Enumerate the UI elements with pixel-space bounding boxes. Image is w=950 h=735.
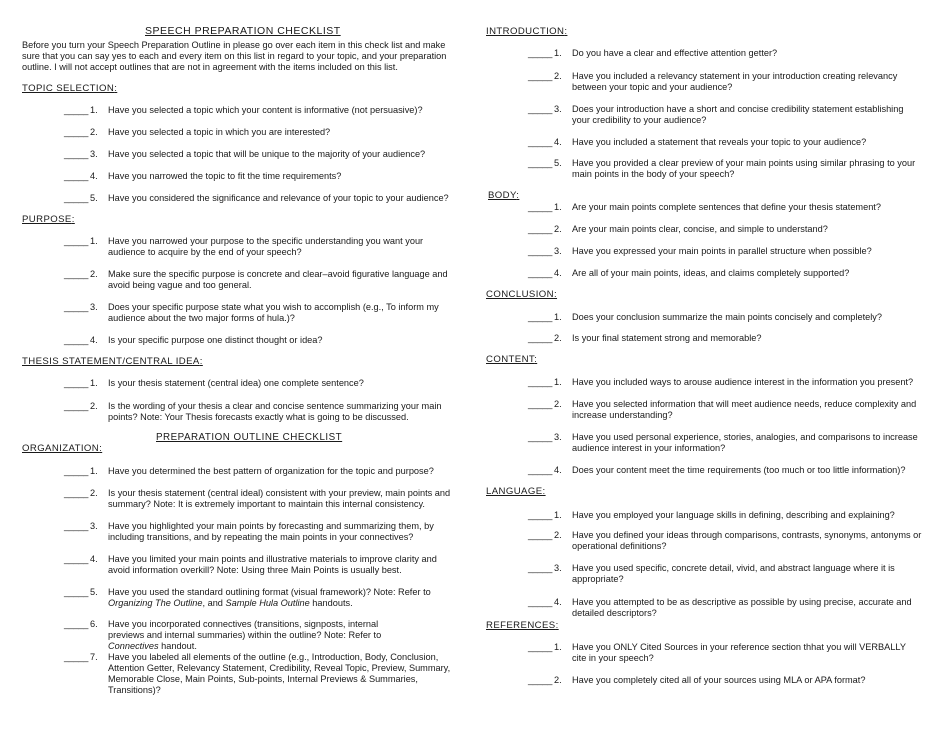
item-number: 3. (90, 521, 98, 531)
section-heading-organization: ORGANIZATION: (22, 443, 103, 454)
item-number: 2. (554, 333, 562, 343)
section-heading-conclusion: CONCLUSION: (486, 289, 558, 300)
item-number: 3. (554, 104, 562, 114)
item-text (108, 587, 444, 609)
item-text: Have you used personal experience, stories, analogies, and comparisons to increase audience interest in your information? (572, 432, 918, 453)
item-text: Have you employed your language skills in defining, describing and explaining? (572, 510, 895, 520)
checkbox-blank[interactable]: _____ (64, 149, 89, 159)
item-number: 1. (554, 642, 562, 652)
item-text: Have you determined the best pattern of organization for the topic and purpose? (108, 466, 434, 476)
item-text: Are your main points complete sentences that define your thesis statement? (572, 202, 881, 212)
item-text: Have you highlighted your main points by forecasting and summarizing them, by including transitions, and by repeating the main points in your connectives? (108, 521, 434, 542)
checkbox-blank[interactable]: _____ (64, 466, 89, 476)
section-heading-text: BODY (488, 190, 517, 201)
checkbox-blank[interactable]: _____ (528, 675, 553, 685)
item-text: Have you defined your ideas through comparisons, contrasts, synonyms, antonyms or operational definitions? (572, 530, 922, 551)
outline-checklist-title: PREPARATION OUTLINE CHECKLIST (156, 432, 343, 443)
checkbox-blank[interactable]: _____ (64, 521, 89, 531)
item-number: 1. (90, 466, 98, 476)
checkbox-blank[interactable]: _____ (528, 333, 553, 343)
item-number: 1. (554, 48, 562, 58)
checkbox-blank[interactable]: _____ (528, 530, 553, 540)
checkbox-blank[interactable]: _____ (64, 652, 89, 662)
item-text: Have you completely cited all of your sources using MLA or APA format? (572, 675, 866, 685)
checkbox-blank[interactable]: _____ (528, 246, 553, 256)
item-text: Have you included a relevancy statement in your introduction creating relevancy between your topic and your audience? (572, 71, 898, 92)
item-text: Have you provided a clear preview of your main points using similar phrasing to your main points in the body of your speech? (572, 158, 916, 179)
item-number: 4. (90, 554, 98, 564)
item-text: Have you labeled all elements of the outline (e.g., Introduction, Body, Conclusion, Attention Getter, Relevancy Statement, Credibility, Reveal Topic, Preview, Summary, Memorable Close, Main Points, Sub-points, Internal Previews & Summaries, Transitions)? (108, 652, 451, 695)
item-number: 2. (554, 224, 562, 234)
checkbox-blank[interactable]: _____ (64, 587, 89, 597)
checkbox-blank[interactable]: _____ (528, 202, 553, 212)
checkbox-blank[interactable]: _____ (528, 312, 553, 322)
item-number: 5. (554, 158, 562, 168)
checkbox-blank[interactable]: _____ (528, 224, 553, 234)
section-heading-text: CONTENT (486, 354, 535, 365)
item-text: Is your thesis statement (central ideal) consistent with your preview, main points and summary? Note: It is extremely important to maintain this internal consistency. (108, 488, 451, 509)
item-number: 2. (554, 71, 562, 81)
section-heading-language: LANGUAGE: (486, 486, 546, 497)
item-number: 3. (90, 302, 98, 312)
item-number: 5. (90, 587, 98, 597)
section-heading-text: LANGUAGE (486, 486, 543, 497)
section-heading-text: TOPIC SELECTION (22, 83, 115, 94)
checkbox-blank[interactable]: _____ (64, 269, 89, 279)
item-text: Have you used specific, concrete detail, vivid, and abstract language where it is appropriate? (572, 563, 895, 584)
item-number: 3. (554, 246, 562, 256)
item-text: Have you selected a topic that will be unique to the majority of your audience? (108, 149, 426, 159)
item-number: 3. (554, 432, 562, 442)
checkbox-blank[interactable]: _____ (528, 399, 553, 409)
item-text: Are your main points clear, concise, and simple to understand? (572, 224, 828, 234)
section-heading-text: ORGANIZATION (22, 443, 100, 454)
item-text: Have you included ways to arouse audience interest in the information you present? (572, 377, 914, 387)
item-text: Is your specific purpose one distinct thought or idea? (108, 335, 323, 345)
checkbox-blank[interactable]: _____ (64, 193, 89, 203)
item-text: Have you narrowed your purpose to the specific understanding you want your audience to acquire by the end of your speech? (108, 236, 424, 257)
checkbox-blank[interactable]: _____ (64, 488, 89, 498)
item-number: 1. (554, 510, 562, 520)
item-text: Does your specific purpose state what you wish to accomplish (e.g., To inform my audience about the two major forms of hula.)? (108, 302, 439, 323)
section-heading-purpose: PURPOSE: (22, 214, 75, 225)
handout-title: Sample Hula Outline (225, 598, 310, 608)
item-number: 3. (90, 149, 98, 159)
section-heading-introduction: INTRODUCTION: (486, 26, 568, 37)
item-text: Are all of your main points, ideas, and claims completely supported? (572, 268, 850, 278)
item-number: 2. (90, 488, 98, 498)
item-text: Have you considered the significance and relevance of your topic to your audience? (108, 193, 449, 203)
checkbox-blank[interactable]: _____ (64, 378, 89, 388)
intro-paragraph: Before you turn your Speech Preparation Outline in please go over each item in this check list and make sure that you can say yes to each and every item on this list in regard to your topic, and your preparation outline. I will not accept outlines that are not in agreement with the items included on this list. (22, 40, 447, 72)
checkbox-blank[interactable]: _____ (528, 563, 553, 573)
section-heading-text: REFERENCES (486, 620, 556, 631)
item-text: Have you selected information that will meet audience needs, reduce complexity and increase understanding? (572, 399, 917, 420)
item-text-part: handout. (158, 641, 197, 651)
checkbox-blank[interactable]: _____ (528, 510, 553, 520)
checkbox-blank[interactable]: _____ (64, 236, 89, 246)
item-number: 1. (554, 312, 562, 322)
section-heading-text: PURPOSE (22, 214, 72, 225)
item-text: Have you attempted to be as descriptive as possible by using precise, accurate and detailed descriptors? (572, 597, 912, 618)
section-heading-text: INTRODUCTION (486, 26, 565, 37)
item-number: 5. (90, 193, 98, 203)
item-number: 2. (554, 530, 562, 540)
checkbox-blank[interactable]: _____ (64, 171, 89, 181)
item-text: Does your introduction have a short and concise credibility statement establishing your credibility to your audience? (572, 104, 904, 125)
item-text: Have you included a statement that reveals your topic to your audience? (572, 137, 867, 147)
item-text: Make sure the specific purpose is concrete and clear–avoid figurative language and avoid being vague and too general. (108, 269, 448, 290)
page-title: SPEECH PREPARATION CHECKLIST (145, 25, 341, 37)
checkbox-blank[interactable]: _____ (64, 401, 89, 411)
item-text: Is your thesis statement (central idea) one complete sentence? (108, 378, 364, 388)
checkbox-blank[interactable]: _____ (528, 137, 553, 147)
checkbox-blank[interactable]: _____ (528, 377, 553, 387)
checkbox-blank[interactable]: _____ (528, 642, 553, 652)
checkbox-blank[interactable]: _____ (528, 71, 553, 81)
handout-title: Organizing The Outline (108, 598, 203, 608)
item-number: 4. (554, 137, 562, 147)
item-text (108, 619, 404, 652)
section-heading-text: CONCLUSION (486, 289, 554, 300)
item-number: 1. (90, 105, 98, 115)
section-heading-references: REFERENCES: (486, 620, 559, 631)
checkbox-blank[interactable]: _____ (528, 48, 553, 58)
checkbox-blank[interactable]: _____ (528, 104, 553, 114)
item-text: Have you narrowed the topic to fit the time requirements? (108, 171, 342, 181)
section-heading-text: THESIS STATEMENT/CENTRAL IDEA (22, 356, 200, 367)
item-text: Do you have a clear and effective attention getter? (572, 48, 778, 58)
checkbox-blank[interactable]: _____ (528, 432, 553, 442)
item-number: 1. (554, 202, 562, 212)
checkbox-blank[interactable]: _____ (64, 619, 89, 629)
item-text-part: handouts. (309, 598, 353, 608)
item-text: Have you expressed your main points in parallel structure when possible? (572, 246, 872, 256)
checkbox-blank[interactable]: _____ (64, 554, 89, 564)
item-text: Does your conclusion summarize the main points concisely and completely? (572, 312, 882, 322)
section-heading-thesis: THESIS STATEMENT/CENTRAL IDEA: (22, 356, 203, 367)
item-text: Have you selected a topic in which you are interested? (108, 127, 331, 137)
item-number: 4. (554, 268, 562, 278)
item-number: 1. (554, 377, 562, 387)
item-number: 1. (90, 378, 98, 388)
item-number: 3. (554, 563, 562, 573)
section-heading-body: BODY: (488, 190, 520, 201)
checkbox-blank[interactable]: _____ (64, 335, 89, 345)
item-text: Is the wording of your thesis a clear and concise sentence summarizing your main points? Note: Your Thesis forecasts exactly what is going to be discussed. (108, 401, 442, 422)
item-number: 4. (90, 171, 98, 181)
checkbox-blank[interactable]: _____ (64, 302, 89, 312)
item-number: 4. (554, 465, 562, 475)
checkbox-blank[interactable]: _____ (528, 597, 553, 607)
item-number: 2. (90, 269, 98, 279)
item-text-part: Have you used the standard outlining format (visual framework)? Note: Refer to (108, 587, 431, 597)
item-number: 2. (554, 399, 562, 409)
item-text: Have you limited your main points and illustrative materials to improve clarity and avoid information overkill? Note: Using three Main Points is usually best. (108, 554, 437, 575)
item-number: 4. (554, 597, 562, 607)
item-text-part: , and (202, 598, 226, 608)
item-number: 1. (90, 236, 98, 246)
item-text: Is your final statement strong and memorable? (572, 333, 762, 343)
handout-title: Connectives (108, 641, 159, 651)
item-text: Have you ONLY Cited Sources in your reference section thhat you will VERBALLY cite in your speech? (572, 642, 906, 663)
checkbox-blank[interactable]: _____ (528, 158, 553, 168)
item-number: 2. (90, 401, 98, 411)
section-heading-content: CONTENT: (486, 354, 538, 365)
item-number: 4. (90, 335, 98, 345)
item-text: Does your content meet the time requirements (too much or too little information)? (572, 465, 906, 475)
item-number: 2. (554, 675, 562, 685)
item-number: 6. (90, 619, 98, 629)
checkbox-blank[interactable]: _____ (64, 127, 89, 137)
item-number: 7. (90, 652, 98, 662)
checkbox-blank[interactable]: _____ (64, 105, 89, 115)
checkbox-blank[interactable]: _____ (528, 465, 553, 475)
item-number: 2. (90, 127, 98, 137)
item-text-part: Have you incorporated connectives (transitions, signposts, internal previews and internal summaries) within the outline? Note: Refer to (108, 619, 382, 640)
section-heading-topic-selection: TOPIC SELECTION: (22, 83, 118, 94)
item-text: Have you selected a topic which your content is informative (not persuasive)? (108, 105, 423, 115)
checkbox-blank[interactable]: _____ (528, 268, 553, 278)
